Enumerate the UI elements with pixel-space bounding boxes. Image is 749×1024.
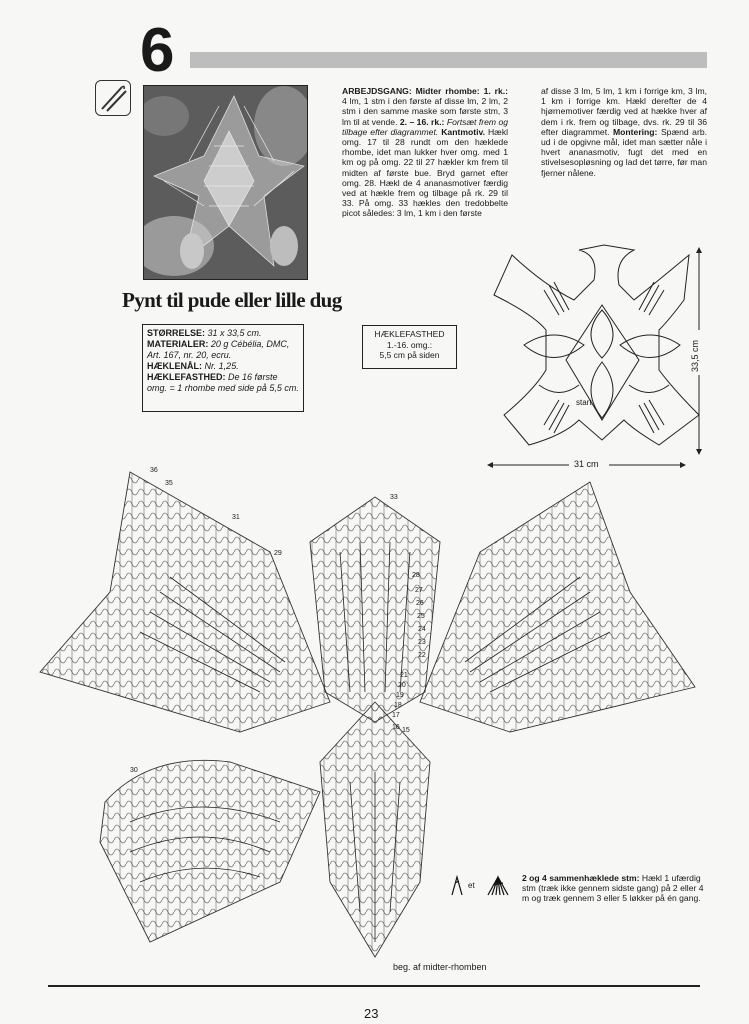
- row-number: 15: [402, 727, 410, 734]
- row-number: 29: [274, 550, 282, 557]
- chapter-number: 6: [140, 16, 175, 85]
- chart-caption: beg. af midter-rhomben: [393, 962, 487, 972]
- crochet-hook-icon: [95, 80, 131, 116]
- row-number: 23: [418, 639, 426, 646]
- instructions-column-2: [541, 86, 707, 178]
- doily-photo: [143, 85, 308, 280]
- edge-text: Hækl omg. 17 til 28 rundt om den hæklede rhombe, idet man lukker hver omg. med 1 km og på omg. 22 til 27 hækler km frem til midten af første bue. Bryd garnet efter omg. 28. Hækl de 4 ananasmotiver færdig ved at hækle frem og tilbage på rk. 29 til 33. På omg. 33 hækles den tredobbelte picot således: 3 lm, 1 km i den første: [342, 126, 509, 219]
- header-bar: [190, 52, 707, 68]
- materials-value: 20 g Cébélia, DMC, Art. 167, nr. 20, ecru.: [147, 339, 290, 360]
- page-number: 23: [364, 1006, 379, 1021]
- row-number: 33: [390, 494, 398, 501]
- gauge-value: De 16 første omg. = 1 rhombe med side på 5,5 cm.: [147, 372, 299, 393]
- row-number: 35: [165, 480, 173, 487]
- edge-label: Kantmotiv.: [441, 126, 485, 137]
- legend-body: Hækl 1 ufærdig stm (træk ikke gennem sidste gang) på 2 eller 4 m og træk gennem 3 eller 5 løkker på én gang.: [522, 873, 704, 904]
- hook-value: Nr. 1,25.: [204, 361, 239, 371]
- row-number: 17: [392, 712, 400, 719]
- row-number: 18: [394, 702, 402, 709]
- specs-box: [142, 324, 304, 412]
- size-label: STØRRELSE:: [147, 328, 206, 338]
- height-label: 33,5 cm: [690, 339, 700, 372]
- gauge-box-line2: 1.-16. omg.:: [386, 339, 433, 350]
- row2-label: 2. – 16. rk.:: [399, 116, 445, 127]
- col2-text: af disse 3 lm, 5 lm, 1 km i forrige km, 3 lm, 1 km i forrige km. Hækl derefter de 4 hjørnemotiver færdig ved at hække hver af dem i rk. frem og tilbage, dvs. rk. 29 til 36 efter diagrammet.: [541, 86, 707, 137]
- gauge-label: HÆKLEFASTHED:: [147, 372, 226, 382]
- start-label: start: [576, 398, 592, 407]
- row-number: 21: [400, 672, 408, 679]
- legend-et: et: [468, 881, 475, 890]
- schematic-diagram: [484, 240, 724, 480]
- row-number: 19: [396, 692, 404, 699]
- row-number: 27: [415, 587, 423, 594]
- gauge-box: [362, 325, 457, 369]
- row-number: 28: [412, 572, 420, 579]
- row-number: 25: [417, 613, 425, 620]
- assembly-label: Montering:: [613, 126, 658, 137]
- row-number: 31: [232, 514, 240, 521]
- row1-text: 4 lm, 1 stm i den første af disse lm, 2 lm, 2 stm i den samme maske som første stm, 3 lm til at vende.: [342, 96, 508, 127]
- assembly-text: Spænd arb. ud i de opgivne mål, idet man sætter nåle i hvert ananasmotiv, fugt det med en stivelsesopløsning og lad det tørre, før man fjerner nålene.: [541, 126, 707, 178]
- page-title: Pynt til pude eller lille dug: [122, 288, 342, 312]
- crochet-chart: [30, 462, 720, 982]
- row-number: 22: [418, 652, 426, 659]
- gauge-box-line1: HÆKLEFASTHED: [374, 329, 445, 339]
- footer-rule: [48, 985, 700, 987]
- materials-label: MATERIALER:: [147, 339, 209, 349]
- row1-label: 1. rk.:: [483, 86, 508, 96]
- size-value: 31 x 33,5 cm.: [207, 328, 262, 338]
- row-number: 24: [418, 626, 426, 633]
- legend-text: [522, 873, 712, 904]
- gauge-box-line3: 5,5 cm på siden: [379, 350, 440, 360]
- width-label: 31 cm: [574, 459, 599, 469]
- row-number: 16: [392, 724, 400, 731]
- instructions-column-1: [342, 86, 508, 219]
- row2-text: Fortsæt frem og tilbage efter diagrammet.: [342, 116, 509, 137]
- hook-label: HÆKLENÅL:: [147, 361, 202, 371]
- row-number: 36: [150, 467, 158, 474]
- row-number: 30: [130, 767, 138, 774]
- legend-bold: 2 og 4 sammenhæklede stm:: [522, 873, 640, 883]
- instructions-heading: ARBEJDSGANG: Midter rhombe:: [342, 86, 480, 96]
- row-number: 26: [416, 600, 424, 607]
- row-number: 20: [398, 682, 406, 689]
- legend-symbols: [448, 873, 523, 897]
